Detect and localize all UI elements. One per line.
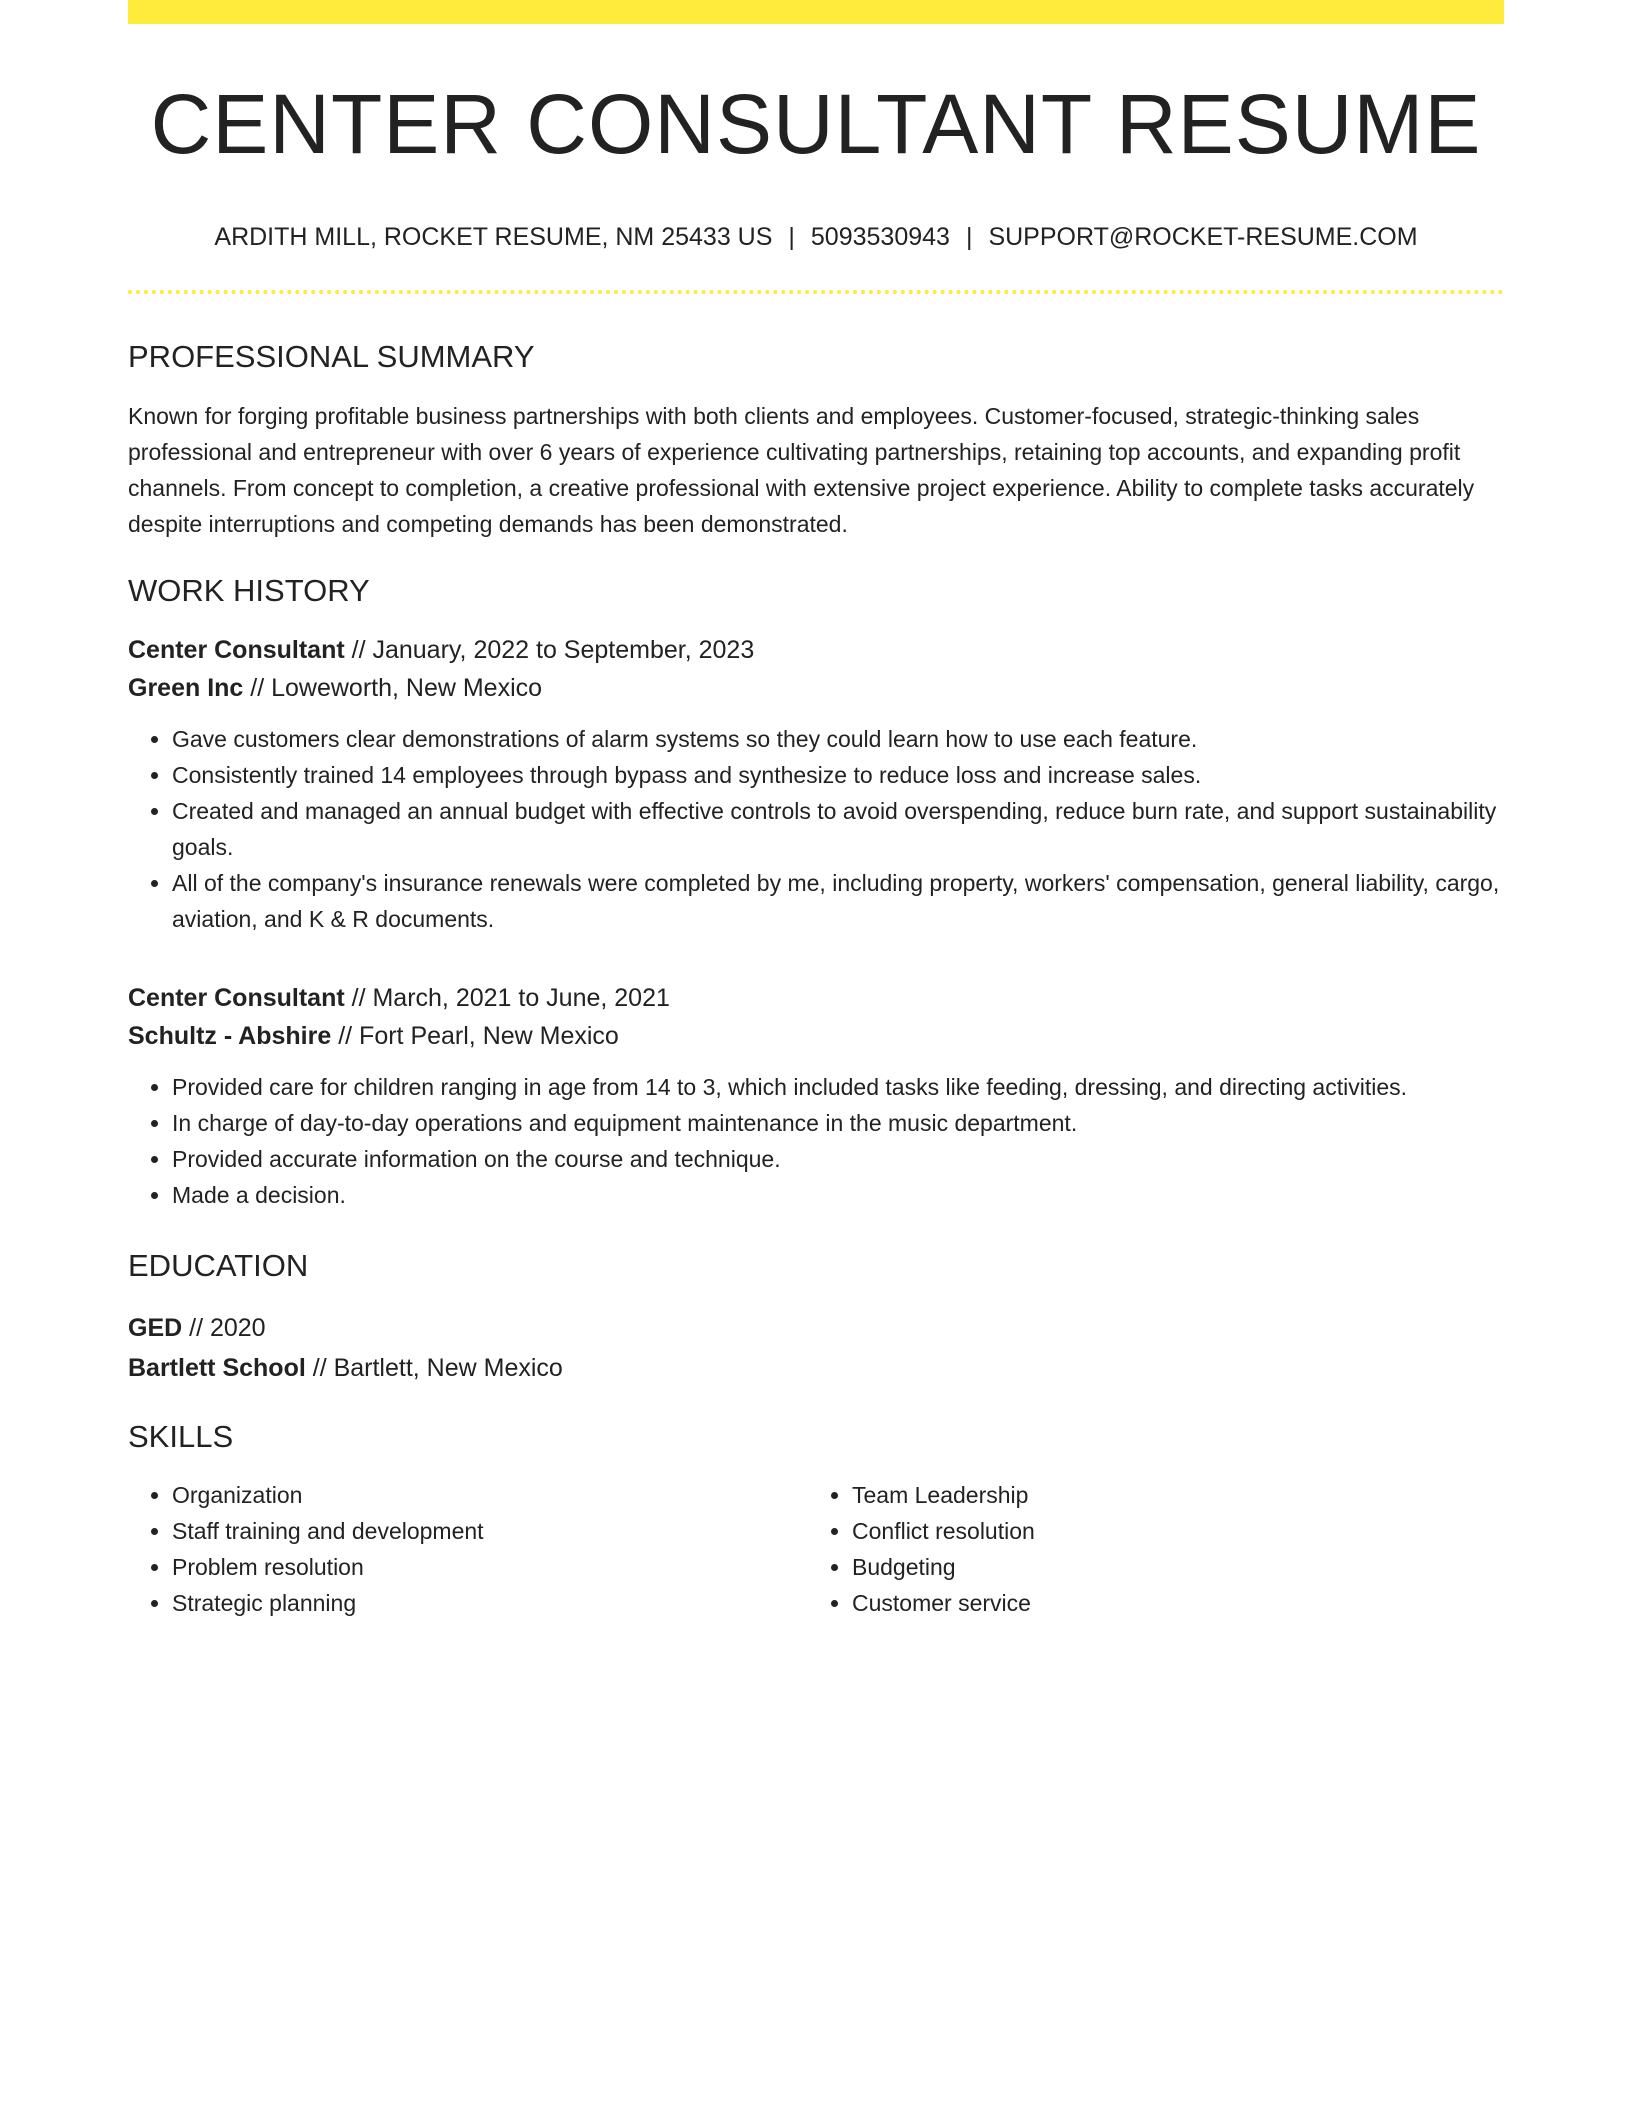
job-bullet: • All of the company's insurance renewals were completed by me, including property, workers' compensation, general liability, cargo, aviation, and K & R documents.: [172, 865, 1504, 937]
education-entry: [128, 1308, 1504, 1388]
job-location: // Fort Pearl, New Mexico: [331, 1021, 619, 1050]
job-bullet: • Created and managed an annual budget with effective controls to avoid overspending, reduce burn rate, and support sustainability goals.: [172, 793, 1504, 865]
resume-page: [128, 0, 1504, 1621]
job-entry: [128, 631, 1504, 937]
skills-columns: [128, 1477, 1504, 1621]
education-year: // 2020: [182, 1313, 266, 1342]
skill-item: • Budgeting: [852, 1549, 1486, 1585]
job-title: Center Consultant: [128, 983, 345, 1012]
job-bullet: • In charge of day-to-day operations and equipment maintenance in the music department.: [172, 1105, 1504, 1141]
skills-list-left: [128, 1477, 806, 1621]
job-dates: // January, 2022 to September, 2023: [344, 635, 755, 664]
contact-phone: 5093530943: [810, 223, 950, 252]
dotted-divider: [128, 290, 1504, 294]
skill-item: • Strategic planning: [172, 1585, 806, 1621]
job-dates: // March, 2021 to June, 2021: [344, 983, 670, 1012]
job-bullet: • Made a decision.: [172, 1177, 1504, 1213]
job-company: Schultz - Abshire: [128, 1021, 332, 1050]
education-location: // Bartlett, New Mexico: [305, 1353, 563, 1382]
job-title: Center Consultant: [128, 635, 345, 664]
job-bullet: • Gave customers clear demonstrations of alarm systems so they could learn how to use each feature.: [172, 721, 1504, 757]
job-title-line: [128, 979, 1504, 1017]
contact-separator: |: [788, 223, 795, 252]
contact-separator: |: [965, 223, 973, 252]
skill-item: • Conflict resolution: [852, 1513, 1486, 1549]
contact-line: [128, 222, 1504, 252]
job-company-line: [128, 1017, 1504, 1055]
skill-item: • Customer service: [852, 1585, 1486, 1621]
skill-item: • Organization: [172, 1477, 806, 1513]
education-degree-line: [128, 1308, 1504, 1348]
contact-email: SUPPORT@ROCKET-RESUME.COM: [988, 223, 1418, 252]
skill-item: • Team Leadership: [852, 1477, 1486, 1513]
job-bullet: • Provided care for children ranging in age from 14 to 3, which included tasks like feeding, dressing, and directing activities.: [172, 1069, 1504, 1105]
summary-heading: PROFESSIONAL SUMMARY: [128, 339, 535, 375]
job-company: Green Inc: [128, 673, 244, 702]
job-bullet: • Consistently trained 14 employees through bypass and synthesize to reduce loss and increase sales.: [172, 757, 1504, 793]
education-heading: EDUCATION: [128, 1247, 309, 1283]
job-bullet: • Provided accurate information on the course and technique.: [172, 1141, 1504, 1177]
education-school: Bartlett School: [128, 1353, 306, 1382]
contact-address: ARDITH MILL, ROCKET RESUME, NM 25433 US: [214, 223, 773, 252]
job-bullets: [128, 721, 1504, 937]
job-bullets: [128, 1069, 1504, 1213]
skills-heading: SKILLS: [128, 1418, 234, 1454]
skill-item: • Problem resolution: [172, 1549, 806, 1585]
skill-item: • Staff training and development: [172, 1513, 806, 1549]
work-history-heading: WORK HISTORY: [128, 572, 370, 608]
education-degree: GED: [128, 1313, 183, 1342]
job-location: // Loweworth, New Mexico: [243, 673, 543, 702]
job-title-line: [128, 631, 1504, 669]
job-entry: [128, 979, 1504, 1213]
resume-title: CENTER CONSULTANT RESUME: [150, 77, 1482, 171]
job-company-line: [128, 669, 1504, 707]
skills-list-right: [806, 1477, 1486, 1621]
summary-text: Known for forging profitable business partnerships with both clients and employees. Customer-focused, strategic-thinking sales professional and entrepreneur with over 6 years of experience cultivating partnerships, retaining top accounts, and expanding profit channels. From concept to completion, a creative professional with extensive project experience. Ability to complete tasks accurately despite interruptions and competing demands has been demonstrated.: [128, 402, 1475, 537]
education-school-line: [128, 1348, 1504, 1388]
accent-bar: [128, 0, 1504, 24]
